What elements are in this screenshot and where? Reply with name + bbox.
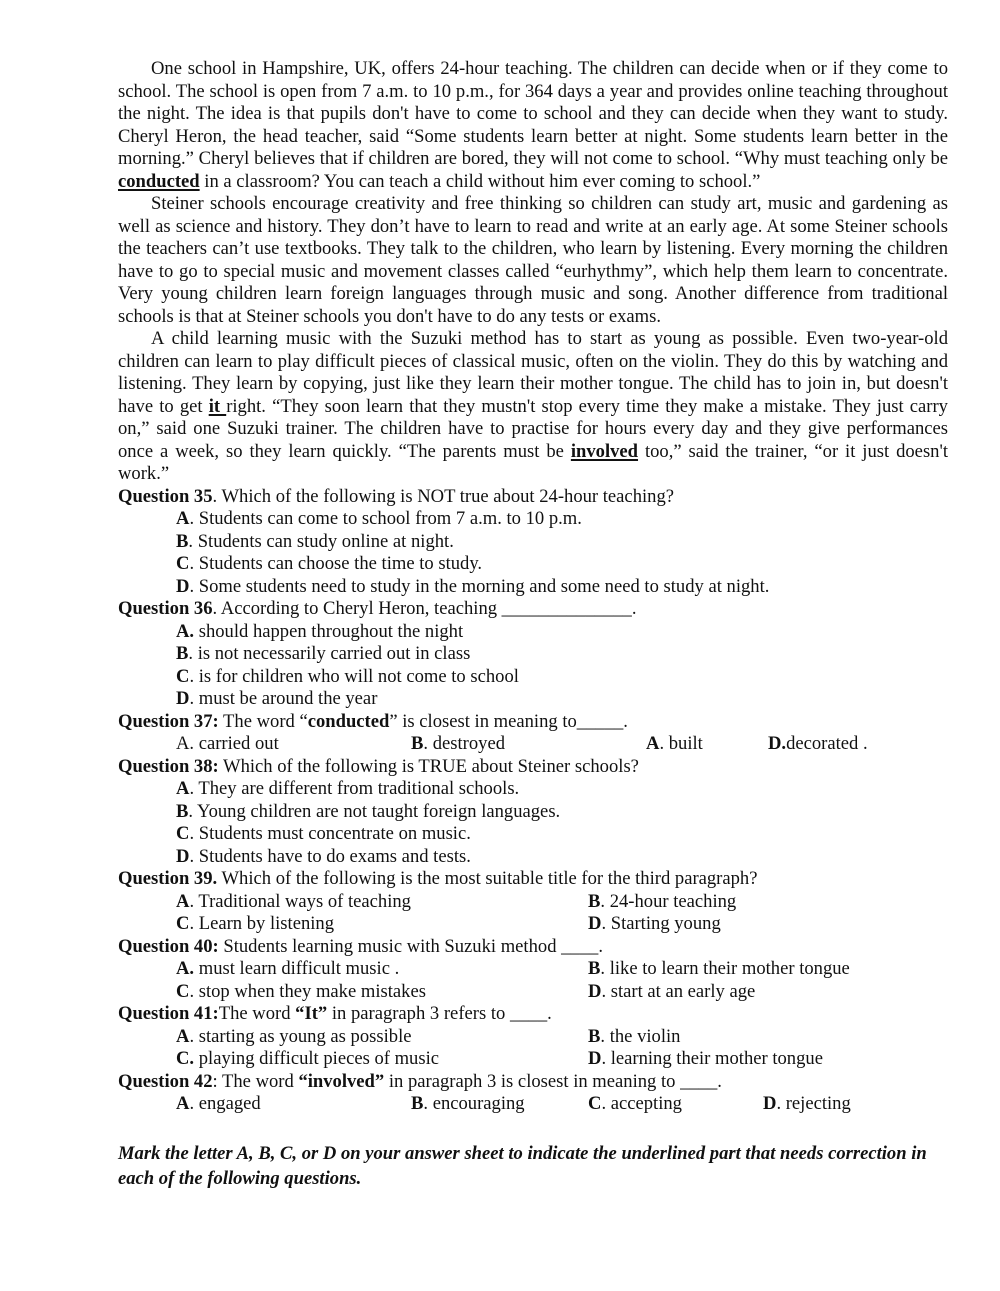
question-36-option-a[interactable]: A. should happen throughout the night: [176, 620, 464, 642]
passage-paragraph-2: Steiner schools encourage creativity and free thinking so children can study art, music and gardening as well as science and history. They don’t have to learn to read and write at an early age. At some Steiner schools the teachers can’t use textbooks. They talk to the children, who learn by listening. Every morning the children have to go to special music and movement classes called “eurhythmy”, which help them learn to concentrate. Very young children learn foreign languages through music and song. Another difference from traditional schools is that at Steiner schools you don't have to do any tests or exams.: [118, 193, 948, 327]
question-35-option-c[interactable]: C. Students can choose the time to study.: [176, 553, 483, 574]
question-40-option-c[interactable]: C. stop when they make mistakes: [176, 980, 426, 1002]
question-41-options-row-2: [118, 1048, 948, 1071]
question-41-option-c[interactable]: C. playing difficult pieces of music: [176, 1048, 440, 1069]
question-37-option-b[interactable]: B. destroyed: [411, 733, 505, 754]
question-41-option-b[interactable]: B. the violin: [588, 1025, 681, 1047]
question-37-option-d[interactable]: D.decorated .: [768, 733, 868, 754]
question-36-stem: Question 36. According to Cheryl Heron, teaching ______________.: [118, 598, 637, 619]
question-40-options-row-1: [118, 958, 948, 981]
question-37-stem: Question 37: The word “conducted” is closest in meaning to_____.: [118, 710, 628, 732]
question-40-option-b[interactable]: B. like to learn their mother tongue: [588, 958, 850, 979]
question-39-option-a[interactable]: A. Traditional ways of teaching: [176, 890, 411, 912]
question-42-option-c[interactable]: C. accepting: [588, 1093, 682, 1114]
question-39-options-row-1: [118, 891, 948, 914]
question-35-option-a[interactable]: A. Students can come to school from 7 a.m. to 10 p.m.: [176, 508, 582, 529]
question-37-option-c[interactable]: A. built: [646, 733, 703, 754]
question-41-option-a[interactable]: A. starting as young as possible: [176, 1025, 412, 1047]
question-36-option-b[interactable]: B. is not necessarily carried out in class: [176, 643, 471, 664]
question-39-option-c[interactable]: C. Learn by listening: [176, 913, 335, 934]
question-40-options-row-2: [118, 981, 948, 1004]
question-41-stem: Question 41:The word “It” in paragraph 3 refers to ____.: [118, 1003, 552, 1024]
underlined-word-conducted: conducted: [118, 170, 200, 192]
question-35-option-d[interactable]: D. Some students need to study in the morning and some need to study at night.: [176, 575, 770, 597]
passage-paragraph-3: A child learning music with the Suzuki method has to start as young as possible. Even two-year-old children can learn to play difficult pieces of classical music, often on the violin. They do this by watching and listening. They learn by copying, just like they learn their mother tongue. The child has to join in, but doesn't have to get it right. “They soon learn that they mustn't stop every time they make a mistake. They just carry on,” said one Suzuki trainer. The children have to practise for hours every day and they give performances once a week, so they learn quickly. “The parents must be involved too,” said the trainer, “or it just doesn't work.”: [118, 328, 948, 484]
question-39-stem: Question 39. Which of the following is the most suitable title for the third paragraph?: [118, 868, 758, 889]
question-36-option-d[interactable]: D. must be around the year: [176, 688, 378, 709]
question-40-stem: Question 40: Students learning music with Suzuki method ____.: [118, 935, 603, 957]
question-42-option-d[interactable]: D. rejecting: [763, 1093, 851, 1114]
question-42-option-a[interactable]: A. engaged: [176, 1093, 261, 1114]
question-40-option-a[interactable]: A. must learn difficult music .: [176, 958, 400, 979]
question-38-stem: Question 38: Which of the following is TRUE about Steiner schools?: [118, 755, 639, 777]
question-37-option-a[interactable]: A. carried out: [176, 733, 279, 754]
question-36-option-c[interactable]: C. is for children who will not come to school: [176, 665, 519, 687]
question-41-options-row-1: [118, 1026, 948, 1049]
question-39-option-b[interactable]: B. 24-hour teaching: [588, 890, 737, 912]
question-38-option-b[interactable]: B. Young children are not taught foreign languages.: [176, 800, 561, 822]
question-38-option-d[interactable]: D. Students have to do exams and tests.: [176, 845, 471, 867]
question-42-stem: Question 42: The word “involved” in paragraph 3 is closest in meaning to ____.: [118, 1070, 722, 1092]
question-39-options-row-2: [118, 913, 948, 936]
question-37-options-row: [118, 733, 948, 756]
question-42-option-b[interactable]: B. encouraging: [411, 1093, 525, 1114]
question-39-option-d[interactable]: D. Starting young: [588, 913, 721, 934]
section-instruction: Mark the letter A, B, C, or D on your answer sheet to indicate the underlined part that needs correction in each of the following questions.: [118, 1142, 927, 1189]
question-42-options-row: [118, 1093, 948, 1116]
worksheet-page: [118, 58, 948, 1191]
question-38-option-a[interactable]: A. They are different from traditional schools.: [176, 778, 520, 799]
underlined-word-it: it: [208, 395, 227, 417]
underlined-word-involved: involved: [570, 440, 639, 462]
passage-paragraph-1: One school in Hampshire, UK, offers 24-hour teaching. The children can decide when or if they come to school. The school is open from 7 a.m. to 10 p.m., for 364 days a year and provides online teaching throughout the night. The idea is that pupils don't have to come to school and they can decide when they want to study. Cheryl Heron, the head teacher, said “Some students learn better at night. Some students learn better in the morning.” Cheryl believes that if children are bored, they will not come to school. “Why must teaching only be conducted in a classroom? You can teach a child without him ever coming to school.”: [118, 58, 948, 192]
question-35-option-b[interactable]: B. Students can study online at night.: [176, 530, 454, 552]
question-38-option-c[interactable]: C. Students must concentrate on music.: [176, 823, 471, 844]
question-35-stem: Question 35. Which of the following is NOT true about 24-hour teaching?: [118, 485, 674, 507]
question-41-option-d[interactable]: D. learning their mother tongue: [588, 1048, 823, 1069]
question-40-option-d[interactable]: D. start at an early age: [588, 980, 756, 1002]
